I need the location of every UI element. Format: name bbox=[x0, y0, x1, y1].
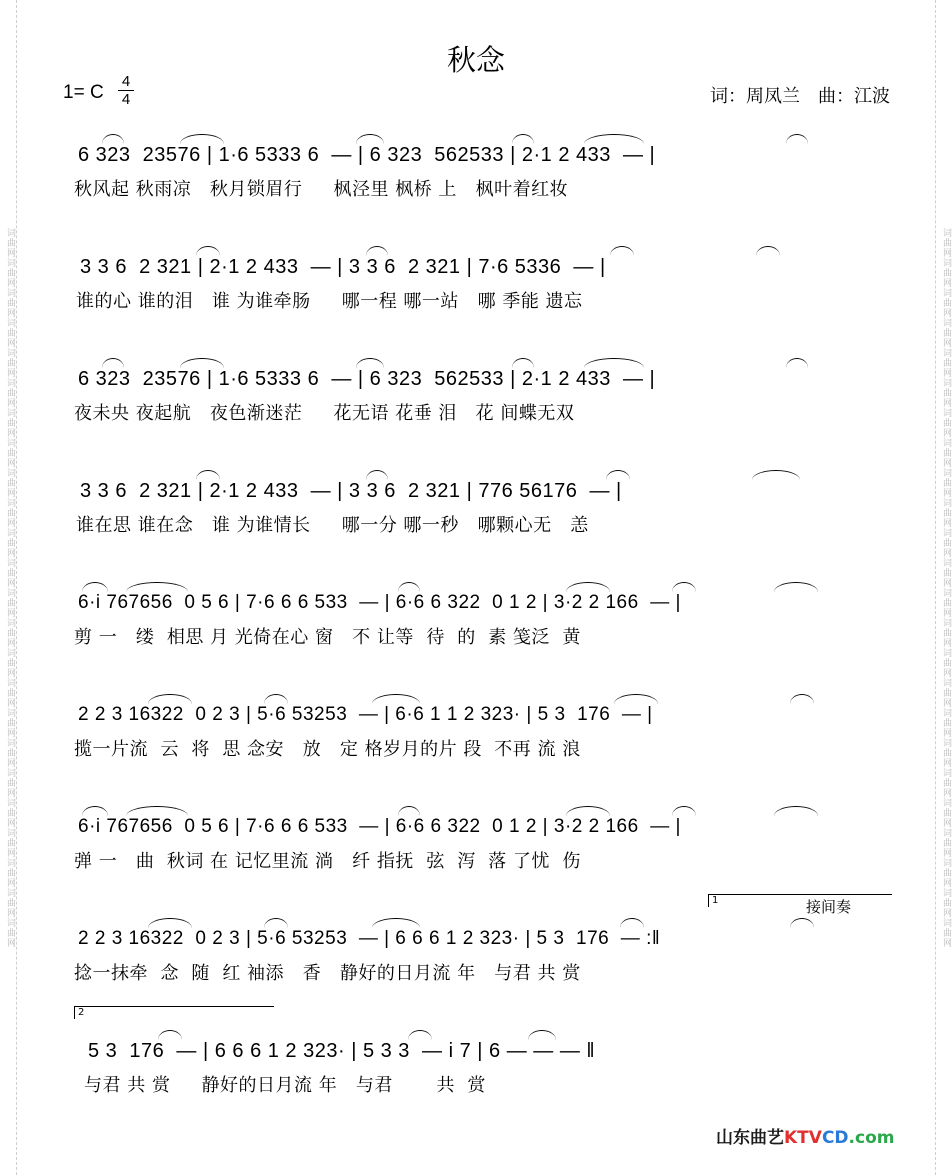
slur bbox=[102, 134, 124, 144]
composer: 曲：江波 bbox=[818, 86, 890, 107]
key-signature: 1= C bbox=[63, 82, 104, 103]
slur bbox=[126, 582, 188, 592]
lyrics-line-8: 捻一抹牵 念 随 红 袖添 香 静好的日月流 年 与君 共 赏 bbox=[74, 963, 581, 984]
slur bbox=[672, 806, 696, 816]
lyrics-line-2: 谁的心 谁的泪 谁 为谁牵肠 哪一程 哪一站 哪 季能 遗忘 bbox=[76, 291, 583, 312]
slur bbox=[366, 470, 388, 480]
slur bbox=[398, 582, 420, 592]
second-ending-bracket bbox=[74, 1006, 274, 1019]
notes-line-4: 3 3 6 2 321 | 2·1 2 433 — | 3 3 6 2 321 | 776 56176 — | bbox=[80, 480, 622, 502]
slur bbox=[752, 470, 800, 480]
notes-line-7: 6·i 767656 0 5 6 | 7·6 6 6 533 — | 6·6 6 322 0 1 2 | 3·2 2 166 — | bbox=[78, 816, 681, 837]
notes-line-8: 2 2 3 16322 0 2 3 | 5·6 53253 — | 6 6 6 1 2 323· | 5 3 176 — :‖ bbox=[78, 928, 661, 949]
notes-line-1: 6 323 23576 | 1·6 5333 6 — | 6 323 562533 | 2·1 2 433 — | bbox=[78, 144, 656, 166]
slur bbox=[148, 918, 192, 928]
slur bbox=[566, 806, 610, 816]
notes-line-2: 3 3 6 2 321 | 2·1 2 433 — | 3 3 6 2 321 | 7·6 5336 — | bbox=[80, 256, 606, 278]
slur bbox=[620, 918, 644, 928]
slur bbox=[512, 358, 534, 368]
second-ending-number: 2 bbox=[78, 1007, 85, 1018]
slur bbox=[148, 694, 192, 704]
slur bbox=[158, 1030, 182, 1040]
lyrics-line-9: 与君 共 赏 静好的日月流 年 与君 共 赏 bbox=[84, 1075, 486, 1096]
time-signature-bottom: 4 bbox=[121, 91, 131, 108]
slur bbox=[398, 806, 420, 816]
slur bbox=[790, 694, 814, 704]
lyrics-line-7: 弹 一 曲 秋词 在 记忆里流 淌 纤 指抚 弦 泻 落 了忧 伤 bbox=[74, 851, 581, 872]
right-watermark-strip: 词曲网词曲网词曲网词曲网词曲网词曲网词曲网词曲网词曲网词曲网词曲网词曲网词曲网词曲网词曲网词曲网词曲网词曲网词曲网词曲网词曲网词曲网词曲网词曲网 bbox=[935, 0, 952, 1175]
logo-part-4: .com bbox=[848, 1128, 895, 1148]
slur bbox=[366, 246, 388, 256]
slur bbox=[102, 358, 124, 368]
slur bbox=[774, 806, 818, 816]
logo-part-2: KTV bbox=[784, 1128, 822, 1148]
slur bbox=[614, 694, 658, 704]
slur bbox=[180, 358, 224, 368]
slur bbox=[408, 1030, 432, 1040]
slur bbox=[512, 134, 534, 144]
slur bbox=[126, 806, 188, 816]
slur bbox=[82, 582, 108, 592]
notes-line-6: 2 2 3 16322 0 2 3 | 5·6 53253 — | 6·6 1 1 2 323· | 5 3 176 — | bbox=[78, 704, 653, 725]
notes-line-9: 5 3 176 — | 6 6 6 1 2 323· | 5 3 3 — i 7 | 6 — — — ‖ bbox=[88, 1040, 596, 1062]
credits bbox=[692, 82, 890, 108]
slur bbox=[786, 358, 808, 368]
time-signature-top: 4 bbox=[121, 73, 131, 90]
slur bbox=[756, 246, 780, 256]
lyricist: 词：周凤兰 bbox=[710, 86, 800, 107]
lyrics-line-1: 秋风起 秋雨凉 秋月锁眉行 枫泾里 枫桥 上 枫叶着红妆 bbox=[74, 179, 569, 200]
notes-line-5: 6·i 767656 0 5 6 | 7·6 6 6 533 — | 6·6 6 322 0 1 2 | 3·2 2 166 — | bbox=[78, 592, 681, 613]
slur bbox=[180, 134, 224, 144]
slur bbox=[356, 134, 384, 144]
site-logo bbox=[716, 1123, 928, 1149]
left-watermark-strip: 词曲网词曲网词曲网词曲网词曲网词曲网词曲网词曲网词曲网词曲网词曲网词曲网词曲网词曲网词曲网词曲网词曲网词曲网词曲网词曲网词曲网词曲网词曲网词曲网 bbox=[0, 0, 17, 1175]
lyrics-line-5: 剪 一 缕 相思 月 光倚在心 窗 不 让等 待 的 素 笺泛 黄 bbox=[74, 627, 581, 648]
slur bbox=[566, 582, 610, 592]
song-title: 秋念 bbox=[446, 43, 505, 77]
slur bbox=[82, 806, 108, 816]
notes-line-3: 6 323 23576 | 1·6 5333 6 — | 6 323 562533 | 2·1 2 433 — | bbox=[78, 368, 656, 390]
slur bbox=[196, 470, 220, 480]
first-ending-bracket bbox=[708, 894, 892, 907]
slur bbox=[786, 134, 808, 144]
time-signature bbox=[118, 74, 134, 107]
logo-part-1: 山东曲艺 bbox=[716, 1128, 784, 1148]
slur bbox=[774, 582, 818, 592]
first-ending-number: 1 bbox=[712, 895, 719, 906]
slur bbox=[356, 358, 384, 368]
interlude-label: 接间奏 bbox=[806, 898, 852, 916]
lyrics-line-6: 揽一片流 云 将 思 念安 放 定 格岁月的片 段 不再 流 浪 bbox=[74, 739, 581, 760]
slur bbox=[672, 582, 696, 592]
slur bbox=[196, 246, 220, 256]
slur bbox=[584, 358, 644, 368]
slur bbox=[264, 918, 288, 928]
slur bbox=[584, 134, 644, 144]
slur bbox=[610, 246, 634, 256]
slur bbox=[372, 694, 420, 704]
slur bbox=[372, 918, 420, 928]
slur bbox=[528, 1030, 556, 1040]
slur bbox=[790, 918, 814, 928]
slur bbox=[606, 470, 630, 480]
lyrics-line-3: 夜未央 夜起航 夜色渐迷茫 花无语 花垂 泪 花 间蝶无双 bbox=[74, 403, 575, 424]
logo-part-3: CD bbox=[821, 1128, 849, 1148]
lyrics-line-4: 谁在思 谁在念 谁 为谁情长 哪一分 哪一秒 哪颗心无 恙 bbox=[76, 515, 589, 536]
slur bbox=[264, 694, 288, 704]
